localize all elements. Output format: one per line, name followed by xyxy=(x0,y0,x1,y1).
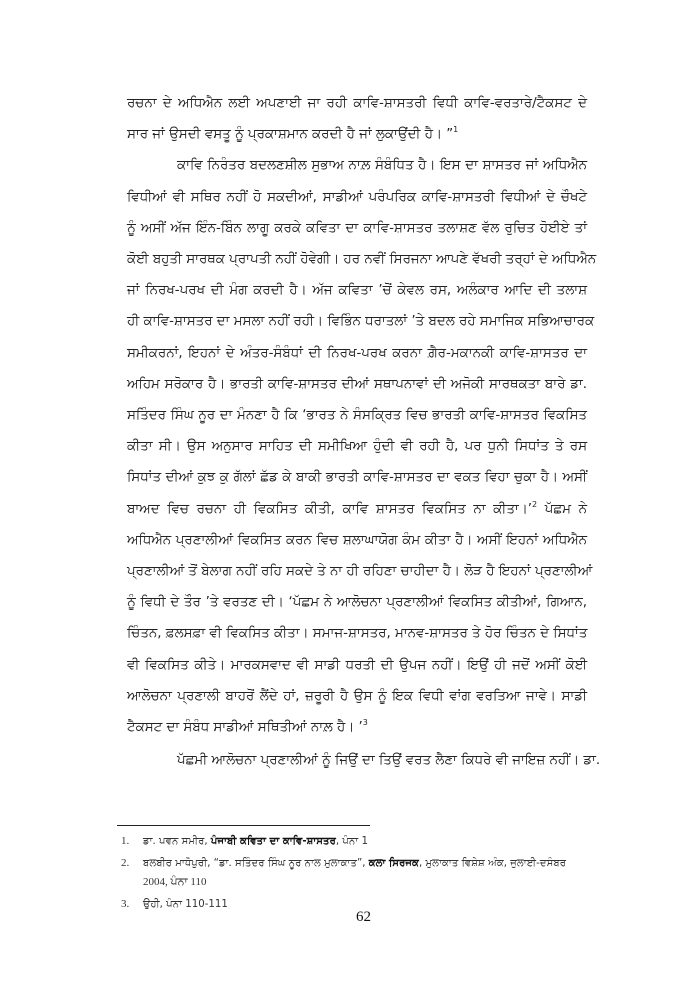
footnotes xyxy=(121,832,591,914)
footnote-ref-2[interactable]: 2 xyxy=(532,499,538,509)
footnote-number: 2. xyxy=(121,857,130,869)
footnote-text: ਡਾ. ਪਵਨ ਸਮੀਰ, ਪੰਜਾਬੀ ਕਵਿਤਾ ਦਾ ਕਾਵਿ-ਸ਼ਾਸਤਰ, ਪੰਨਾ 1 xyxy=(143,836,368,847)
text-line: ਆਲੋਚਨਾ ਪ੍ਰਣਾਲੀ ਬਾਹਰੋਂ ਲੈਂਦੇ ਹਾਂ, ਜ਼ਰੂਰੀ ਹੈ ਉਸ ਨੂੰ ਇਕ ਵਿਧੀ ਵਾਂਗ ਵਰਤਿਆ ਜਾਵੇ। ਸਾਡੀ xyxy=(127,688,587,704)
footnote-book-title: ਪੰਜਾਬੀ ਕਵਿਤਾ ਦਾ ਕਾਵਿ-ਸ਼ਾਸਤਰ xyxy=(210,836,336,847)
text-line: ਬਾਅਦ ਵਿਚ ਰਚਨਾ ਹੀ ਵਿਕਸਿਤ ਕੀਤੀ, ਕਾਵਿ ਸ਼ਾਸਤਰ ਵਿਕਸਿਤ ਨਾ ਕੀਤਾ।’$^2$ ਪੱਛਮ ਨੇ xyxy=(127,499,587,517)
footnote-journal-title: ਕਲਾ ਸਿਰਜਕ xyxy=(368,858,419,869)
paragraph-2 xyxy=(127,150,597,743)
text-line: ਹੀ ਕਾਵਿ-ਸ਼ਾਸਤਰ ਦਾ ਮਸਲਾ ਨਹੀਂ ਰਹੀ। ਵਿਭਿੰਨ ਧਰਾਤਲਾਂ ’ਤੇ ਬਦਲ ਰਹੇ ਸਮਾਜਿਕ ਸਭਿਆਚਾਰਕ xyxy=(127,314,595,330)
text-line: ਅਹਿਮ ਸਰੋਕਾਰ ਹੈ। ਭਾਰਤੀ ਕਾਵਿ-ਸ਼ਾਸਤਰ ਦੀਆਂ ਸਥਾਪਨਾਵਾਂ ਦੀ ਅਜੋਕੀ ਸਾਰਥਕਤਾ ਬਾਰੇ ਡਾ. xyxy=(127,376,587,392)
paragraph-3 xyxy=(127,745,601,776)
text-line: ਨੂੰ ਵਿਧੀ ਦੇ ਤੌਰ ’ਤੇ ਵਰਤਣ ਦੀ। ‘ਪੱਛਮ ਨੇ ਆਲੋਚਨਾ ਪ੍ਰਣਾਲੀਆਂ ਵਿਕਸਿਤ ਕੀਤੀਆਂ, ਗਿਆਨ, xyxy=(127,595,587,611)
footnote-number: 3. xyxy=(121,898,130,910)
text-line: ਸਮੀਕਰਨਾਂ, ਇਹਨਾਂ ਦੇ ਅੰਤਰ-ਸੰਬੰਧਾਂ ਦੀ ਨਿਰਖ-ਪਰਖ ਕਰਨਾ ਗ਼ੈਰ-ਮਕਾਨਕੀ ਕਾਵਿ-ਸ਼ਾਸਤਰ ਦਾ xyxy=(127,345,587,361)
text-line: ਟੈਕਸਟ ਦਾ ਸੰਬੰਧ ਸਾਡੀਆਂ ਸਥਿਤੀਆਂ ਨਾਲ਼ ਹੈ। ’$^3$ xyxy=(127,718,368,736)
footnote-text: ਉਹੀ, ਪੰਨਾ 110-111 xyxy=(143,899,228,910)
footnote-separator xyxy=(117,825,370,826)
text-line: ਵੀ ਵਿਕਸਿਤ ਕੀਤੇ। ਮਾਰਕਸਵਾਦ ਵੀ ਸਾਡੀ ਧਰਤੀ ਦੀ ਉਪਜ ਨਹੀਂ। ਇਉਂ ਹੀ ਜਦੋਂ ਅਸੀਂ ਕੋਈ xyxy=(127,657,587,673)
text-line: ਪੱਛਮੀ ਆਲੋਚਨਾ ਪ੍ਰਣਾਲੀਆਂ ਨੂੰ ਜਿਉਂ ਦਾ ਤਿਉਂ ਵਰਤ ਲੈਣਾ ਕਿਧਰੇ ਵੀ ਜਾਇਜ਼ ਨਹੀਂ। ਡਾ. xyxy=(177,753,601,769)
paragraph-1 xyxy=(127,88,587,150)
footnote-2 xyxy=(121,854,591,873)
text-line: ਕੀਤਾ ਸੀ। ਉਸ ਅਨੁਸਾਰ ਸਾਹਿਤ ਦੀ ਸਮੀਖਿਆ ਹੁੰਦੀ ਵੀ ਰਹੀ ਹੈ, ਪਰ ਧੁਨੀ ਸਿਧਾਂਤ ਤੇ ਰਸ xyxy=(127,439,587,455)
text-line: ਕਾਵਿ ਨਿਰੰਤਰ ਬਦਲਣਸ਼ੀਲ ਸੁਭਾਅ ਨਾਲ਼ ਸੰਬੰਧਿਤ ਹੈ। ਇਸ ਦਾ ਸ਼ਾਸਤਰ ਜਾਂ ਅਧਿਐਨ xyxy=(177,158,587,174)
body-text xyxy=(127,88,601,776)
text-line: ਜਾਂ ਨਿਰਖ-ਪਰਖ ਦੀ ਮੰਗ ਕਰਦੀ ਹੈ। ਅੱਜ ਕਵਿਤਾ ’ਚੋਂ ਕੇਵਲ ਰਸ, ਅਲੰਕਾਰ ਆਦਿ ਦੀ ਤਲਾਸ਼ xyxy=(127,283,587,299)
footnote-2-continuation: 2004, ਪੰਨਾ 110 xyxy=(143,876,207,888)
text-line: ਪ੍ਰਣਾਲੀਆਂ ਤੋਂ ਬੇਲਾਗ ਨਹੀਂ ਰਹਿ ਸਕਦੇ ਤੇ ਨਾ ਹੀ ਰਹਿਣਾ ਚਾਹੀਦਾ ਹੈ। ਲੋੜ ਹੈ ਇਹਨਾਂ ਪ੍ਰਣਾਲੀਆਂ xyxy=(127,564,593,580)
text-line: ਚਿੰਤਨ, ਫ਼ਲਸਫ਼ਾ ਵੀ ਵਿਕਸਿਤ ਕੀਤਾ। ਸਮਾਜ-ਸ਼ਾਸਤਰ, ਮਾਨਵ-ਸ਼ਾਸਤਰ ਤੇ ਹੋਰ ਚਿੰਤਨ ਦੇ ਸਿਧਾਂਤ xyxy=(127,626,588,642)
text-line: ਕੋਈ ਬਹੁਤੀ ਸਾਰਥਕ ਪ੍ਰਾਪਤੀ ਨਹੀਂ ਹੋਵੇਗੀ। ਹਰ ਨਵੀਂ ਸਿਰਜਨਾ ਆਪਣੇ ਵੱਖਰੀ ਤਰ੍ਹਾਂ ਦੇ ਅਧਿਐਨ xyxy=(127,252,597,268)
text-line: ਅਧਿਐਨ ਪ੍ਰਣਾਲੀਆਂ ਵਿਕਸਿਤ ਕਰਨ ਵਿਚ ਸ਼ਲਾਘਾਯੋਗ ਕੰਮ ਕੀਤਾ ਹੈ। ਅਸੀਂ ਇਹਨਾਂ ਅਧਿਐਨ xyxy=(127,532,587,548)
footnote-ref-3[interactable]: 3 xyxy=(362,718,368,728)
text-line: ਸਿਧਾਂਤ ਦੀਆਂ ਕੁਝ ਕੁ ਗੱਲਾਂ ਛੱਡ ਕੇ ਬਾਕੀ ਭਾਰਤੀ ਕਾਵਿ-ਸ਼ਾਸਤਰ ਦਾ ਵਕਤ ਵਿਹਾ ਚੁਕਾ ਹੈ। ਅਸੀਂ xyxy=(127,470,587,486)
footnote-number: 1. xyxy=(121,835,130,847)
page-number: 62 xyxy=(356,909,371,925)
footnote-1 xyxy=(121,832,591,851)
text-line: ਰਚਨਾ ਦੇ ਅਧਿਐਨ ਲਈ ਅਪਣਾਈ ਜਾ ਰਹੀ ਕਾਵਿ-ਸ਼ਾਸਤਰੀ ਵਿਧੀ ਕਾਵਿ-ਵਰਤਾਰੇ/ਟੈਕਸਟ ਦੇ xyxy=(127,96,587,111)
footnote-ref-1[interactable]: 1 xyxy=(453,125,459,135)
text-line: ਸਤਿੰਦਰ ਸਿੰਘ ਨੂਰ ਦਾ ਮੰਨਣਾ ਹੈ ਕਿ ‘ਭਾਰਤ ਨੇ ਸੰਸਕ੍ਰਿਤ ਵਿਚ ਭਾਰਤੀ ਕਾਵਿ-ਸ਼ਾਸਤਰ ਵਿਕਸਿਤ xyxy=(127,408,587,424)
footnote-text: ਬਲਬੀਰ ਮਾਧੋਪੁਰੀ, “ਡਾ. ਸਤਿੰਦਰ ਸਿੰਘ ਨੂਰ ਨਾਲ ਮੁਲਾਕਾਤ”, ਕਲਾ ਸਿਰਜਕ, ਮੁਲਾਕਾਤ ਵਿਸ਼ੇਸ਼ ਅੰਕ, ਜੁਲਾਈ-ਦਸੰਬਰ xyxy=(143,858,567,869)
text-line: ਸਾਰ ਜਾਂ ਉਸਦੀ ਵਸਤੂ ਨੂੰ ਪ੍ਰਕਾਸ਼ਮਾਨ ਕਰਦੀ ਹੈ ਜਾਂ ਲੁਕਾਉਂਦੀ ਹੈ। ”$^1$ xyxy=(127,125,459,143)
text-line: ਨੂੰ ਅਸੀਂ ਅੱਜ ਇੰਨ-ਬਿੰਨ ਲਾਗੂ ਕਰਕੇ ਕਵਿਤਾ ਦਾ ਕਾਵਿ-ਸ਼ਾਸਤਰ ਤਲਾਸ਼ਣ ਵੱਲ ਰੁਚਿਤ ਹੋਈਏ ਤਾਂ xyxy=(127,220,587,236)
text-line: ਵਿਧੀਆਂ ਵੀ ਸਥਿਰ ਨਹੀਂ ਹੋ ਸਕਦੀਆਂ, ਸਾਡੀਆਂ ਪਰੰਪਰਿਕ ਕਾਵਿ-ਸ਼ਾਸਤਰੀ ਵਿਧੀਆਂ ਦੇ ਚੌਖਟੇ xyxy=(127,189,587,205)
